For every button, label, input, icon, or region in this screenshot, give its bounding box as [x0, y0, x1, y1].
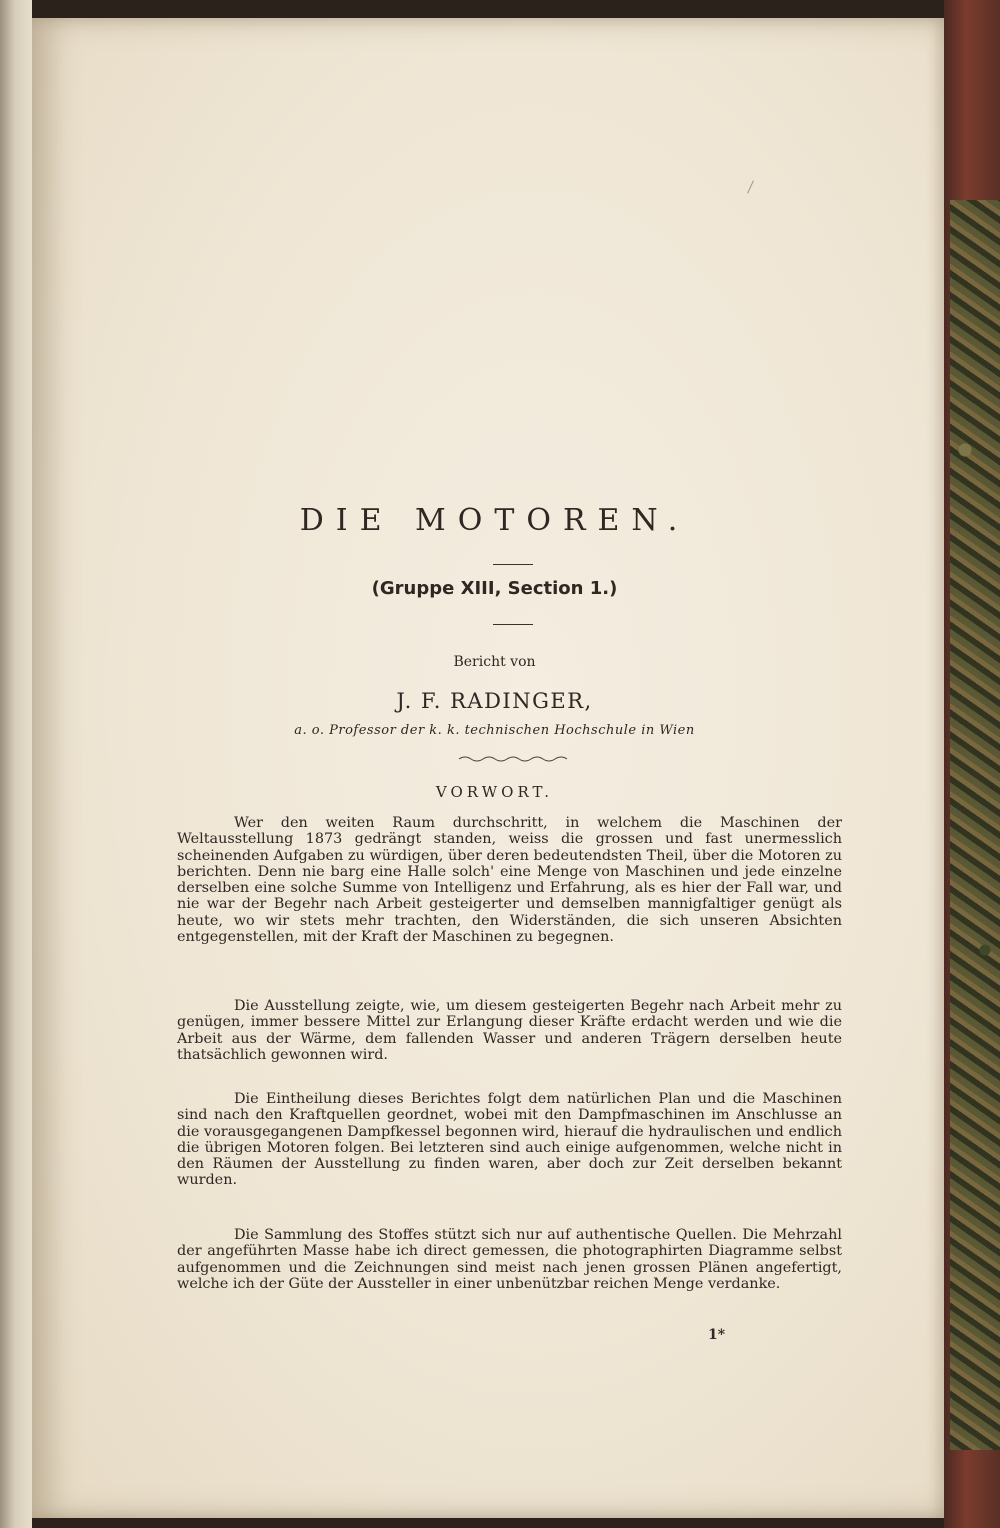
section-heading: VORWORT.: [435, 783, 554, 801]
author-affiliation: a. o. Professor der k. k. technischen Hochschule in Wien: [294, 723, 695, 738]
body-paragraph: Die Eintheilung dieses Berichtes folgt dem natürlichen Plan und die Maschinen sind nach den Kraftquellen geordnet, wobei mit den Dampfmaschinen im Anschlusse an die vorausgegangenen Dampfkessel begonnen wird, hierauf die hydraulischen und endlich die übrigen Motoren folgen. Bei letzteren sind auch einige aufgenommen, welche nicht in den Räumen der Ausstellung zu finden waren, aber doch zur Zeit derselben bekannt wurden.: [177, 1091, 842, 1189]
stray-pencil-mark: [747, 180, 754, 193]
subtitle-rule: [493, 624, 533, 625]
title-rule: [493, 564, 533, 565]
body-paragraph: Die Ausstellung zeigte, wie, um diesem gesteigerten Begehr nach Arbeit mehr zu genügen, immer bessere Mittel zur Erlangung dieser Kräfte erdacht werden und wie die Arbeit aus der Wärme, dem fallenden Wasser und anderen Trägern derselben heute thatsächlich gewonnen wird.: [177, 998, 842, 1063]
marbled-edge: [950, 200, 1000, 1450]
book-page: [32, 18, 944, 1518]
body-paragraph: Wer den weiten Raum durchschritt, in welchem die Maschinen der Weltausstellung 1873 gedrängt standen, weiss die grossen und fast unermesslich scheinenden Aufgaben zu würdigen, über deren bedeutendsten Theil, über die Motoren zu berichten. Denn nie barg eine Halle solch' eine Menge von Maschinen und jede einzelne derselben eine solche Summe von Intelligenz und Erfahrung, als es hier der Fall war, und nie war der Begehr nach Arbeit gesteigerter und demselben mannigfaltiger genügt als heute, wo wir stets mehr trachten, den Widerständen, die sich unseren Absichten entgegenstellen, mit der Kraft der Maschinen zu begegnen.: [177, 815, 842, 946]
document-subtitle: (Gruppe XIII, Section 1.): [371, 578, 618, 599]
report-by-line: Bericht von: [453, 654, 536, 670]
body-paragraph: Die Sammlung des Stoffes stützt sich nur auf authentische Quellen. Die Mehrzahl der angeführten Masse habe ich direct gemessen, die photographirten Diagramme selbst aufgenommen und die Zeichnungen sind meist nach jenen grossen Plänen angefertigt, welche ich der Güte der Aussteller in einer unbenützbar reichen Menge verdanke.: [177, 1227, 842, 1292]
author-name: J. F. RADINGER,: [396, 689, 593, 713]
facing-page-edge: [0, 0, 32, 1528]
ornament-divider: [457, 755, 572, 763]
document-title: DIE MOTOREN.: [299, 503, 690, 538]
signature-mark: 1*: [708, 1327, 726, 1343]
